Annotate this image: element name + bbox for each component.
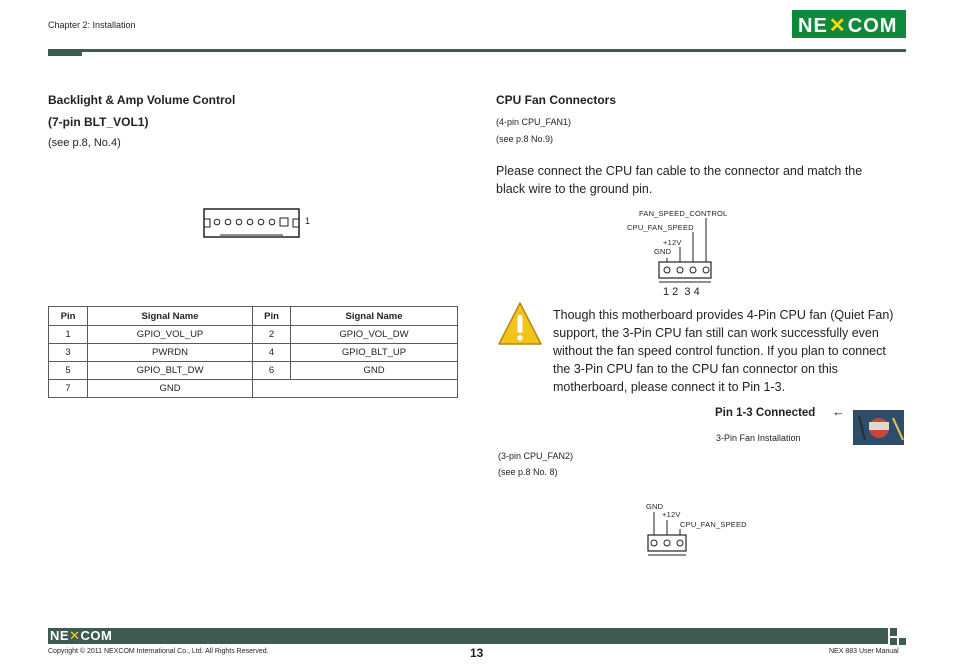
photo-plug bbox=[869, 422, 889, 430]
footer-corner-blocks bbox=[890, 628, 906, 646]
logo-text-ne: NE bbox=[798, 15, 828, 37]
footer-bar bbox=[48, 628, 888, 644]
corner-block bbox=[890, 638, 897, 645]
fan2-pin bbox=[677, 540, 683, 546]
footer-logo bbox=[50, 628, 112, 644]
arrow-left-icon: ← bbox=[832, 404, 845, 419]
connector-pin-1 bbox=[280, 218, 288, 226]
corner-block bbox=[890, 628, 897, 636]
label-plus12v: +12V bbox=[663, 238, 682, 247]
nexcom-logo bbox=[792, 10, 906, 38]
warning-exclamation-bar bbox=[518, 315, 523, 333]
fan1-type: (4-pin CPU_FAN1) bbox=[496, 117, 572, 127]
manual-title: NEX 883 User Manual bbox=[829, 648, 899, 655]
fan2-header-body bbox=[648, 535, 686, 551]
pin-signal-table bbox=[48, 306, 458, 398]
table-cell: GPIO_VOL_DW bbox=[291, 326, 458, 344]
table-cell: 3 bbox=[49, 344, 88, 362]
table-cell: GND bbox=[291, 362, 458, 380]
connector-pin bbox=[236, 219, 242, 225]
fan1-pin bbox=[677, 267, 683, 273]
table-header-cell: Pin bbox=[253, 307, 291, 326]
fan2-pin bbox=[651, 540, 657, 546]
table-header-cell: Signal Name bbox=[88, 307, 253, 326]
section-title-backlight: Backlight & Amp Volume Control bbox=[48, 93, 236, 107]
fan-installation-photo bbox=[853, 410, 904, 445]
table-cell: GPIO_VOL_UP bbox=[88, 326, 253, 344]
section-reference: (see p.8, No.4) bbox=[48, 137, 121, 149]
label-cpu-fan-speed: CPU_FAN_SPEED bbox=[627, 223, 694, 232]
fan1-pin bbox=[703, 267, 709, 273]
table-cell: 6 bbox=[253, 362, 291, 380]
table-row bbox=[49, 380, 458, 398]
table-cell: 2 bbox=[253, 326, 291, 344]
pin13-label-text: Pin 1-3 Connected bbox=[715, 407, 816, 419]
section-subtitle-blt-vol: (7-pin BLT_VOL1) bbox=[48, 115, 149, 129]
label-gnd: GND bbox=[654, 247, 672, 256]
footer-logo-ne: NE bbox=[50, 628, 70, 643]
warning-exclamation-dot bbox=[517, 335, 523, 341]
warning-icon bbox=[497, 300, 543, 348]
connector-pin bbox=[247, 219, 253, 225]
table-header-cell: Signal Name bbox=[291, 307, 458, 326]
warning-text: Though this motherboard provides 4-Pin CPU fan (Quiet Fan) support, the 3-Pin CPU fan still can work successfully even without the fan speed control function. If you plan to connect the 3-Pin CPU fan to the CPU fan connector on this motherboard, please connect it to Pin 1-3. bbox=[553, 308, 894, 394]
fan-instruction-text: Please connect the CPU fan cable to the connector and match the black wire to the ground pin. bbox=[496, 164, 863, 196]
connector-pin bbox=[214, 219, 220, 225]
logo-text bbox=[798, 13, 897, 38]
chapter-title: Chapter 2: Installation bbox=[48, 20, 136, 30]
fan1-pin bbox=[690, 267, 696, 273]
fan1-reference: (see p.8 No.9) bbox=[496, 134, 554, 144]
table-cell: 5 bbox=[49, 362, 88, 380]
table-cell: GPIO_BLT_UP bbox=[291, 344, 458, 362]
table-cell: GND bbox=[88, 380, 253, 398]
connector-pin bbox=[225, 219, 231, 225]
blt-vol-connector-diagram bbox=[200, 205, 320, 241]
fan1-pin bbox=[664, 267, 670, 273]
table-row bbox=[49, 362, 458, 380]
connector-body bbox=[204, 209, 299, 237]
footer-copyright: Copyright © 2011 NEXCOM International Co., Ltd. All Rights Reserved. bbox=[48, 648, 269, 655]
table-cell-empty bbox=[253, 380, 458, 398]
fan2-type: (3-pin CPU_FAN2) bbox=[498, 451, 574, 461]
table-cell: 1 bbox=[49, 326, 88, 344]
page-number: 13 bbox=[470, 646, 484, 660]
fan2-reference: (see p.8 No. 8) bbox=[498, 467, 558, 477]
corner-block bbox=[899, 638, 906, 645]
footer-logo-x-icon: ✕ bbox=[69, 628, 81, 643]
table-cell: 4 bbox=[253, 344, 291, 362]
fan2-pin bbox=[664, 540, 670, 546]
header-accent-bar bbox=[48, 49, 82, 56]
connector-pin bbox=[258, 219, 264, 225]
table-header-row bbox=[49, 307, 458, 326]
table-header-cell: Pin bbox=[49, 307, 88, 326]
table-row bbox=[49, 344, 458, 362]
cpu-fan2-connector-diagram bbox=[645, 510, 690, 560]
fan2-label-cpu-fan-speed: CPU_FAN_SPEED bbox=[680, 520, 747, 529]
fan1-pin-numbers: 1 2 3 4 bbox=[663, 286, 700, 298]
section-title-cpu-fan: CPU Fan Connectors bbox=[496, 93, 617, 107]
pin13-connected-label bbox=[715, 407, 815, 419]
table-cell: GPIO_BLT_DW bbox=[88, 362, 253, 380]
table-cell: 7 bbox=[49, 380, 88, 398]
fan2-label-gnd: GND bbox=[646, 502, 664, 511]
logo-text-com: COM bbox=[847, 15, 898, 37]
table-cell: PWRDN bbox=[88, 344, 253, 362]
footer-logo-com: COM bbox=[80, 628, 113, 643]
header-rule bbox=[82, 49, 906, 52]
connector-pin1-label: 1 bbox=[305, 216, 311, 226]
logo-x-icon: ✕ bbox=[828, 15, 847, 37]
label-fan-speed-control: FAN_SPEED_CONTROL bbox=[639, 209, 728, 218]
cpu-fan1-connector-diagram bbox=[655, 218, 715, 286]
connector-pin bbox=[269, 219, 275, 225]
fan-installation-caption: 3-Pin Fan Installation bbox=[716, 433, 801, 443]
fan2-label-plus12v: +12V bbox=[662, 510, 681, 519]
table-row bbox=[49, 326, 458, 344]
